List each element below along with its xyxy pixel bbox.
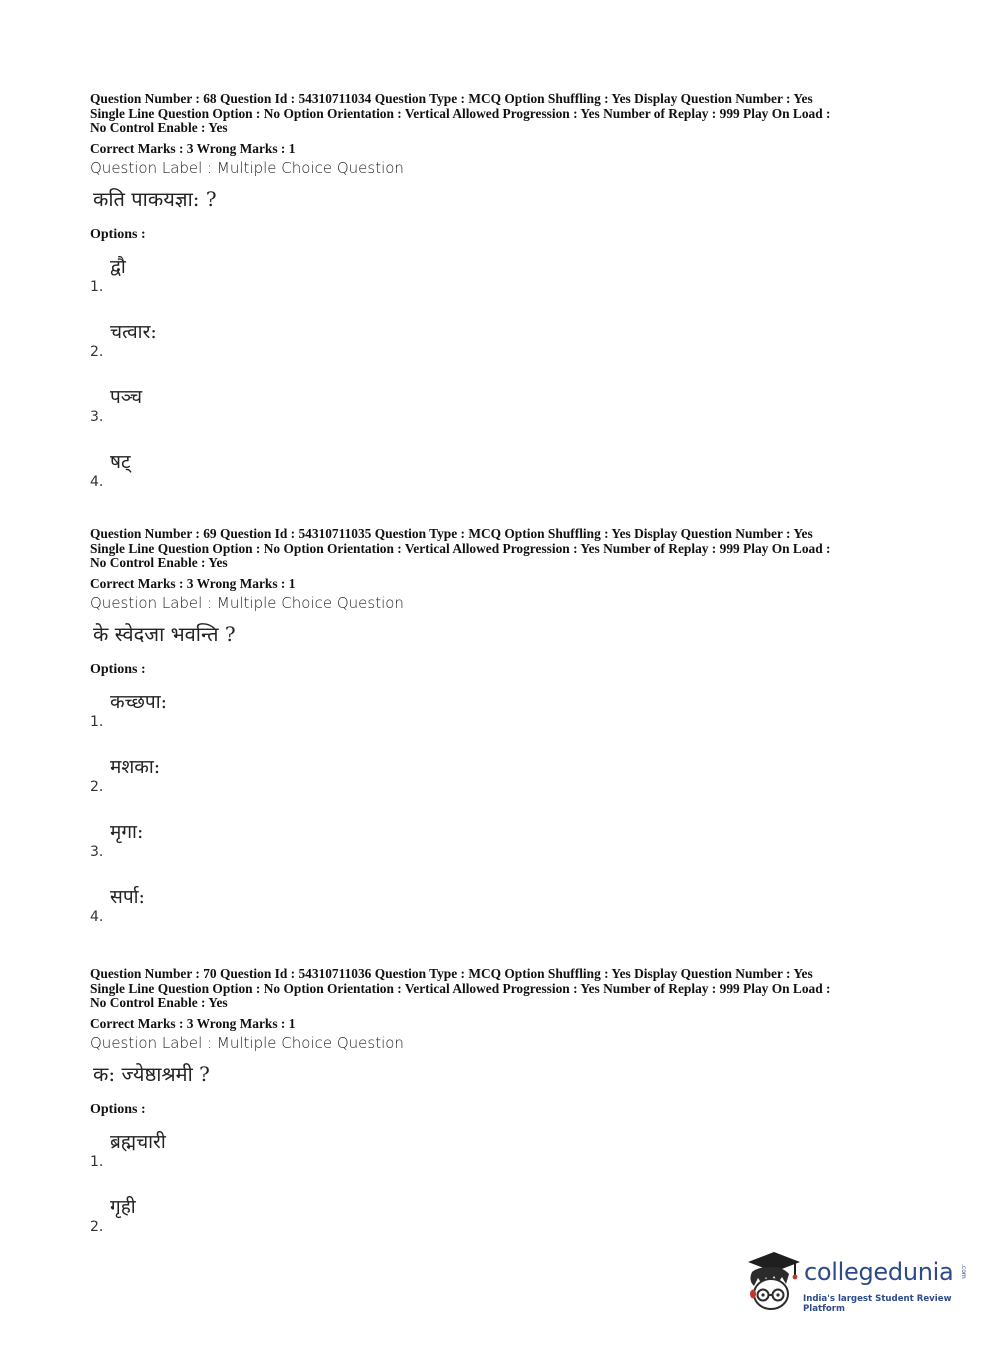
option-text: मृगा: xyxy=(110,820,144,843)
question-meta-line: Single Line Question Option : No Option Orientation : Vertical Allowed Progression : Yes Number of Replay : 999 Play On Load : xyxy=(90,540,831,556)
graduate-mascot-icon xyxy=(742,1250,802,1312)
question-meta-line: Single Line Question Option : No Option Orientation : Vertical Allowed Progression : Yes Number of Replay : 999 Play On Load : xyxy=(90,105,831,121)
option-number: 1. xyxy=(90,713,104,730)
question-block xyxy=(90,967,920,1258)
options-title: Options : xyxy=(90,1101,146,1117)
question-text: के स्वेदजा भवन्ति ? xyxy=(93,621,236,646)
option-text: मशका: xyxy=(110,755,161,778)
option-text: सर्पा: xyxy=(110,885,145,908)
option-text: ब्रह्मचारी xyxy=(110,1130,166,1153)
question-meta-line: Question Number : 68 Question Id : 54310711034 Question Type : MCQ Option Shuffling : Yes Display Question Number : Yes xyxy=(90,91,813,106)
question-meta-line: No Control Enable : Yes xyxy=(90,555,228,571)
option-item[interactable] xyxy=(90,818,920,883)
marks-line: Correct Marks : 3 Wrong Marks : 1 xyxy=(90,1015,296,1031)
option-item[interactable] xyxy=(90,448,920,513)
option-number: 1. xyxy=(90,278,104,295)
option-number: 2. xyxy=(90,778,104,795)
option-item[interactable] xyxy=(90,688,920,753)
question-block xyxy=(90,527,920,948)
question-block xyxy=(90,92,920,513)
option-item[interactable] xyxy=(90,1128,920,1193)
option-number: 2. xyxy=(90,343,104,360)
option-number: 3. xyxy=(90,408,104,425)
question-text: कति पाकयज्ञा: ? xyxy=(93,186,217,211)
question-label: Question Label : Multiple Choice Question xyxy=(90,593,404,612)
option-number: 1. xyxy=(90,1153,104,1170)
options-list xyxy=(90,688,920,948)
collegedunia-logo[interactable] xyxy=(742,1250,972,1320)
question-meta-line: Question Number : 70 Question Id : 54310711036 Question Type : MCQ Option Shuffling : Yes Display Question Number : Yes xyxy=(90,966,813,981)
marks-line: Correct Marks : 3 Wrong Marks : 1 xyxy=(90,575,296,591)
option-item[interactable] xyxy=(90,253,920,318)
question-meta-line: No Control Enable : Yes xyxy=(90,995,228,1011)
option-text: चत्वार: xyxy=(110,320,157,343)
options-title: Options : xyxy=(90,226,146,242)
option-item[interactable] xyxy=(90,1193,920,1258)
option-text: पञ्च xyxy=(110,385,143,408)
logo-domain: .com xyxy=(960,1264,967,1279)
option-text: द्वौ xyxy=(110,255,126,278)
question-meta-line: No Control Enable : Yes xyxy=(90,120,228,136)
question-label: Question Label : Multiple Choice Question xyxy=(90,1033,404,1052)
option-item[interactable] xyxy=(90,383,920,448)
marks-line: Correct Marks : 3 Wrong Marks : 1 xyxy=(90,140,296,156)
question-text: क: ज्येष्ठाश्रमी ? xyxy=(93,1061,210,1086)
option-text: षट् xyxy=(110,450,131,473)
option-item[interactable] xyxy=(90,318,920,383)
options-list xyxy=(90,1128,920,1258)
option-text: कच्छपा: xyxy=(110,690,168,713)
option-number: 2. xyxy=(90,1218,104,1235)
options-title: Options : xyxy=(90,661,146,677)
logo-wordmark: collegedunia xyxy=(804,1258,954,1286)
logo-tagline: India's largest Student Review Platform xyxy=(803,1294,952,1314)
option-item[interactable] xyxy=(90,883,920,948)
question-meta-line: Question Number : 69 Question Id : 54310711035 Question Type : MCQ Option Shuffling : Yes Display Question Number : Yes xyxy=(90,526,813,541)
question-label: Question Label : Multiple Choice Question xyxy=(90,158,404,177)
question-meta-line: Single Line Question Option : No Option Orientation : Vertical Allowed Progression : Yes Number of Replay : 999 Play On Load : xyxy=(90,980,831,996)
options-list xyxy=(90,253,920,513)
option-text: गृही xyxy=(110,1195,136,1218)
option-number: 4. xyxy=(90,908,104,925)
option-number: 3. xyxy=(90,843,104,860)
option-number: 4. xyxy=(90,473,104,490)
option-item[interactable] xyxy=(90,753,920,818)
